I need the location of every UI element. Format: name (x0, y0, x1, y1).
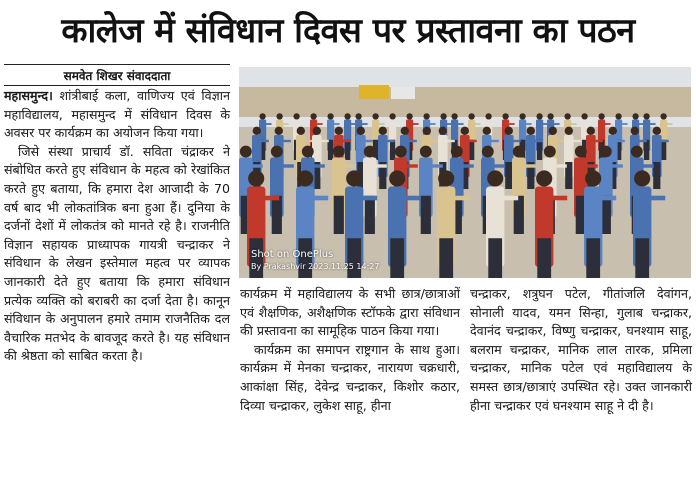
student-arm (344, 164, 356, 167)
student-head (327, 113, 333, 119)
student-arm (604, 123, 610, 125)
student-arm (282, 164, 294, 167)
paragraph-5: चन्द्राकर, शत्रुघन पटेल, गीतांजलि देवांगन, सोनाली यादव, यमन सिन्हा, गुलाब चन्द्राकर, देवानंद चन्द्राकर, विष्णु चन्द्राकर, घनश्याम साहू, बलराम चन्द्राकर, मानिक लाल तारक, प्रमिला चन्द्राकर, मानिक पटेल एवं महाविद्यालय के समस्त छात्र/छात्राएं उपस्थित रहे। उक्त जानकारी हीना चन्द्राकर एवं घनश्याम साहू ने दी है। (470, 286, 692, 413)
student-legs (505, 162, 512, 189)
student-head (313, 127, 321, 135)
student-head (439, 127, 447, 135)
student-head (598, 113, 604, 119)
student-arm (316, 123, 322, 125)
student-arm (660, 140, 668, 142)
student-arm (431, 164, 443, 167)
student-arm (621, 123, 627, 125)
student-arm (490, 140, 498, 142)
student-arm (462, 164, 474, 167)
student-arm (333, 123, 339, 125)
student-arm (342, 140, 350, 142)
student-head (357, 127, 365, 135)
student-head (333, 146, 345, 158)
dateline: महासमुन्द। (4, 88, 53, 103)
students-assembly-image (239, 67, 691, 278)
student-arm (312, 196, 328, 201)
student-head (505, 127, 513, 135)
student-head (395, 146, 407, 158)
student-head (483, 127, 491, 135)
student-head (609, 127, 617, 135)
student-arm (412, 123, 418, 125)
student-arm (260, 140, 268, 142)
student-arm (430, 140, 438, 142)
student-head (549, 127, 557, 135)
student-head (451, 113, 457, 119)
student-arm (406, 164, 418, 167)
student-arm (404, 196, 420, 201)
student-arm (616, 140, 624, 142)
student-arm (408, 140, 416, 142)
student-head (468, 113, 474, 119)
student-head (372, 113, 378, 119)
student-legs (586, 238, 600, 278)
student-legs (328, 140, 333, 160)
article-column-3 (470, 285, 692, 415)
student-head (487, 170, 503, 186)
student-arm (429, 123, 435, 125)
student-head (389, 170, 405, 186)
student-head (632, 113, 638, 119)
student-head (585, 170, 601, 186)
student-arm (524, 164, 536, 167)
student-arm (638, 140, 646, 142)
student-head (482, 146, 494, 158)
student-head (248, 170, 264, 186)
student-head (660, 113, 666, 119)
student-arm (304, 140, 312, 142)
student-legs (390, 238, 404, 278)
student-head (451, 146, 463, 158)
student-arm (282, 140, 290, 142)
student-head (310, 113, 316, 119)
student-arm (649, 196, 665, 201)
article-column-1 (4, 87, 230, 366)
student-arm (508, 123, 514, 125)
student-head (615, 113, 621, 119)
student-head (297, 170, 313, 186)
student-arm (572, 140, 580, 142)
student-head (240, 146, 252, 158)
student-arm (313, 164, 325, 167)
student-arm (375, 164, 387, 167)
student-legs (661, 140, 666, 160)
student-head (519, 113, 525, 119)
student-arm (586, 164, 598, 167)
student-head (587, 127, 595, 135)
student-arm (525, 123, 531, 125)
photo-watermark (251, 249, 379, 273)
student-arm (611, 164, 623, 167)
student-arm (642, 164, 654, 167)
student-head (293, 113, 299, 119)
paragraph-2: जिसे संस्था प्राचार्य डॉ. सविता चंद्राकर ने संबोधित करते हुए संविधान के महत्व को रेखांकित करते हुए बताया, कि हमारा देश आजादी के 70 वर्ष बाद भी लोकतांत्रिक बना हुआ हैं। दुनिया के दर्जनों देशों में लोकतंत्र को मानते रहे है। राजनीति विज्ञान सहायक प्राध्यापक गायत्री चन्द्राकर ने संविधान के लेखन इस्तेमाल महत्व पर व्यापक जानकारी देते हुए बताया कि हमारा संविधान प्रत्येक व्यक्ति को बराबरी का दर्जा देता है। कानून संविधान के अनुपालन हमारे तमाम राजनैतिक दल वैचारिक मतभेद के बावजूद करते है। यह संविधान की श्रेष्ठता को साबित करता है। (4, 143, 230, 364)
student-head (423, 113, 429, 119)
student-head (438, 170, 454, 186)
student-arm (361, 123, 367, 125)
news-photo (239, 67, 691, 278)
student-arm (666, 123, 672, 125)
student-head (461, 127, 469, 135)
student-head (440, 113, 446, 119)
student-head (344, 113, 350, 119)
student-arm (534, 140, 542, 142)
paragraph-1-text: शांत्रीबाई कला, वाणिज्य एवं विज्ञान महाविद्यालय, महासमुन्द में संविधान दिवस के अवसर पर कार्यक्रम का अयोजन किया गया। (4, 88, 230, 141)
student-head (565, 127, 573, 135)
student-arm (265, 123, 271, 125)
student-head (420, 146, 432, 158)
student-legs (365, 196, 375, 234)
student-arm (555, 164, 567, 167)
student-arm (556, 140, 564, 142)
student-legs (537, 140, 542, 160)
student-head (406, 113, 412, 119)
student-arm (457, 123, 463, 125)
student-arm (251, 164, 263, 167)
student-arm (361, 196, 377, 201)
student-arm (299, 123, 305, 125)
student-head (547, 113, 553, 119)
student-legs (488, 238, 502, 278)
student-arm (553, 123, 559, 125)
student-head (527, 127, 535, 135)
student-head (536, 170, 552, 186)
student-legs (653, 162, 660, 189)
student-arm (453, 196, 469, 201)
student-head (643, 113, 649, 119)
watermark-line-1: Shot on OnePlus (251, 249, 334, 260)
student-legs (439, 238, 453, 278)
student-arm (649, 123, 655, 125)
student-head (581, 113, 587, 119)
student-head (513, 146, 525, 158)
headline: कालेज में संविधान दिवस पर प्रस्तावना का पठन (61, 11, 635, 51)
student-head (335, 127, 343, 135)
student-head (600, 146, 612, 158)
student-head (275, 127, 283, 135)
student-head (631, 146, 643, 158)
student-arm (364, 140, 372, 142)
student-head (276, 113, 282, 119)
student-legs (644, 140, 649, 160)
student-head (379, 127, 387, 135)
student-head (271, 146, 283, 158)
student-arm (386, 140, 394, 142)
student-arm (468, 140, 476, 142)
student-arm (570, 123, 576, 125)
student-legs (537, 238, 551, 278)
article-column-2 (240, 285, 460, 415)
student-legs (469, 140, 474, 160)
student-head (259, 113, 265, 119)
student-legs (514, 196, 524, 234)
student-arm (512, 140, 520, 142)
student-arm (493, 164, 505, 167)
student-head (485, 113, 491, 119)
student-head (564, 113, 570, 119)
student-legs (334, 196, 344, 234)
student-head (355, 113, 361, 119)
student-arm (594, 140, 602, 142)
student-legs (272, 196, 282, 234)
student-head (297, 127, 305, 135)
student-head (502, 113, 508, 119)
student-head (401, 127, 409, 135)
student-head (423, 127, 431, 135)
student-arm (600, 196, 616, 201)
student-head (364, 146, 376, 158)
student-head (536, 113, 542, 119)
student-arm (395, 123, 401, 125)
student-arm (474, 123, 480, 125)
student-legs (635, 238, 649, 278)
student-head (653, 127, 661, 135)
student-head (253, 127, 261, 135)
student-arm (446, 140, 454, 142)
watermark-line-2: By Prakashvir 2023.11.25 14:27 (251, 262, 380, 271)
student-arm (502, 196, 518, 201)
paragraph-1 (4, 87, 230, 143)
student-legs (421, 196, 431, 234)
student-head (389, 113, 395, 119)
student-head (631, 127, 639, 135)
paragraph-3: कार्यक्रम में महाविद्यालय के सभी छात्र/छात्राओं एवं शैक्षणिक, अशैक्षणिक स्टॉफके द्वारा संविधान की प्रस्तावना का सामूहिक पाठन किया गया। (240, 286, 460, 339)
byline: समवेत शिखर संवाददाता (4, 64, 230, 86)
paragraph-4: कार्यक्रम का समापन राष्ट्रगान के साथ हुआ। कार्यक्रम में मेनका चन्द्राकर, नारायण चक्रधारी, आकांक्षा सिंह, देवेन्द्र चन्द्राकर, किशोर कठार, दिव्या चन्द्राकर, लुकेश साहू, हीना (240, 341, 460, 413)
student-head (544, 146, 556, 158)
student-head (346, 170, 362, 186)
student-legs (390, 140, 395, 160)
student-head (302, 146, 314, 158)
student-legs (345, 140, 350, 160)
student-head (575, 146, 587, 158)
student-arm (320, 140, 328, 142)
student-arm (282, 123, 288, 125)
student-arm (491, 123, 497, 125)
student-arm (587, 123, 593, 125)
student-arm (263, 196, 279, 201)
student-arm (378, 123, 384, 125)
student-arm (551, 196, 567, 201)
student-head (634, 170, 650, 186)
